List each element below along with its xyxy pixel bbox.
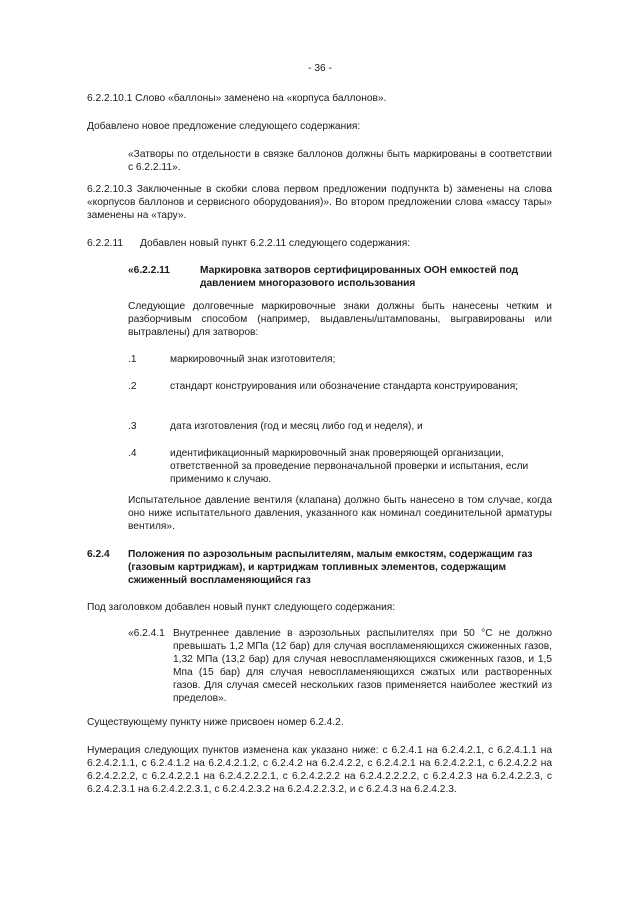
paragraph-6-2-2-10-1: 6.2.2.10.1 Слово «баллоны» заменено на «корпуса баллонов». — [87, 93, 387, 104]
paragraph-6-2-2-10-3: 6.2.2.10.3 Заключенные в скобки слова первом предложении подпункта b) заменены на слова «корпусов баллонов и сервисного оборудования)». Во втором предложении слова «массу тары» заменены на «тару». — [87, 184, 552, 221]
paragraph-6-2-2-11-number: 6.2.2.11 — [87, 238, 124, 249]
paragraph-6-2-2-11-text: Добавлен новый пункт 6.2.2.11 следующего содержания: — [140, 238, 411, 249]
list-item-text: идентификационный маркировочный знак проверяющей организации, ответственной за проведение первоначальной проверки и испытания, если применимо к случаю. — [170, 448, 529, 485]
paragraph-renumbered: Существующему пункту ниже присвоен номер 6.2.4.2. — [87, 717, 344, 728]
heading-6-2-2-11-title: Маркировка затворов сертифицированных ООН емкостей под давлением многоразового использования — [200, 265, 519, 289]
quote-closures-marking: «Затворы по отдельности в связке баллонов должны быть маркированы в соответствии с 6.2.2.11». — [128, 149, 552, 173]
heading-6-2-4-title: Положения по аэрозольным распылителям, малым емкостям, содержащим газ (газовым картриджам), и картриджам топливных элементов, содержащим сжиженный воспламеняющийся газ — [128, 549, 533, 586]
list-item-number: .4 — [128, 448, 137, 459]
paragraph-test-pressure: Испытательное давление вентиля (клапана) должно быть нанесено в том случае, когда оно ниже испытательного давления, указанного как номинал соединительной арматуры вентиля». — [128, 495, 552, 532]
paragraph-added-sentence: Добавлено новое предложение следующего содержания: — [87, 121, 361, 132]
paragraph-marking-requirements: Следующие долговечные маркировочные знаки должны быть нанесены четким и разборчивым способом (например, выдавлены/штампованы, выгравированы или вытравлены) для затворов: — [128, 301, 552, 338]
list-item-text: дата изготовления (год и месяц либо год и неделя), и — [170, 421, 423, 432]
list-item-text: стандарт конструирования или обозначение стандарта конструирования; — [170, 381, 519, 392]
heading-6-2-4-number: 6.2.4 — [87, 549, 110, 560]
quote-6-2-4-1-text: Внутреннее давление в аэрозольных распылителях при 50 °С не должно превышать 1,2 МПа (12 бар) для случая воспламеняющихся сжиженных газов, 1,32 МПа (13,2 бар) для случая невоспламеняющихся сжиженных газов, и 1,5 Мпа (15 бар) для случая невоспламеняющихся сжатых или растворенных газов. Для случая смесей нескольких газов применяется наиболее жесткий из пределов». — [173, 628, 552, 704]
quote-6-2-4-1-number: «6.2.4.1 — [128, 628, 165, 639]
list-item-number: .2 — [128, 381, 137, 392]
paragraph-numbering-changes: Нумерация следующих пунктов изменена как указано ниже: с 6.2.4.1 на 6.2.4.2.1, с 6.2.4.1.1 на 6.2.4.2.1.1, с 6.2.4.1.2 на 6.2.4.2.1.2, с 6.2.4.2 на 6.2.4.2.2, с 6.2.4.2.1 на 6.2.4.2.2.1, с 6.2.4.2.2 на 6.2.4.2.2.2, с 6.2.4.2.2.1 на 6.2.4.2.2.2.1, с 6.2.4.2.2.2 на 6.2.4.2.2.2.2, с 6.2.4.2.3 на 6.2.4.2.2.3, с 6.2.4.2.3.1 на 6.2.4.2.2.3.1, с 6.2.4.2.3.2 на 6.2.4.2.2.3.2, и с 6.2.4.3 на 6.2.4.2.3. — [87, 745, 552, 795]
list-item-number: .3 — [128, 421, 137, 432]
heading-6-2-2-11-number: «6.2.2.11 — [128, 265, 170, 276]
page-number: - 36 - — [308, 63, 332, 74]
paragraph-under-heading: Под заголовком добавлен новый пункт следующего содержания: — [87, 602, 396, 613]
list-item-number: .1 — [128, 354, 137, 365]
list-item-text: маркировочный знак изготовителя; — [170, 354, 336, 365]
